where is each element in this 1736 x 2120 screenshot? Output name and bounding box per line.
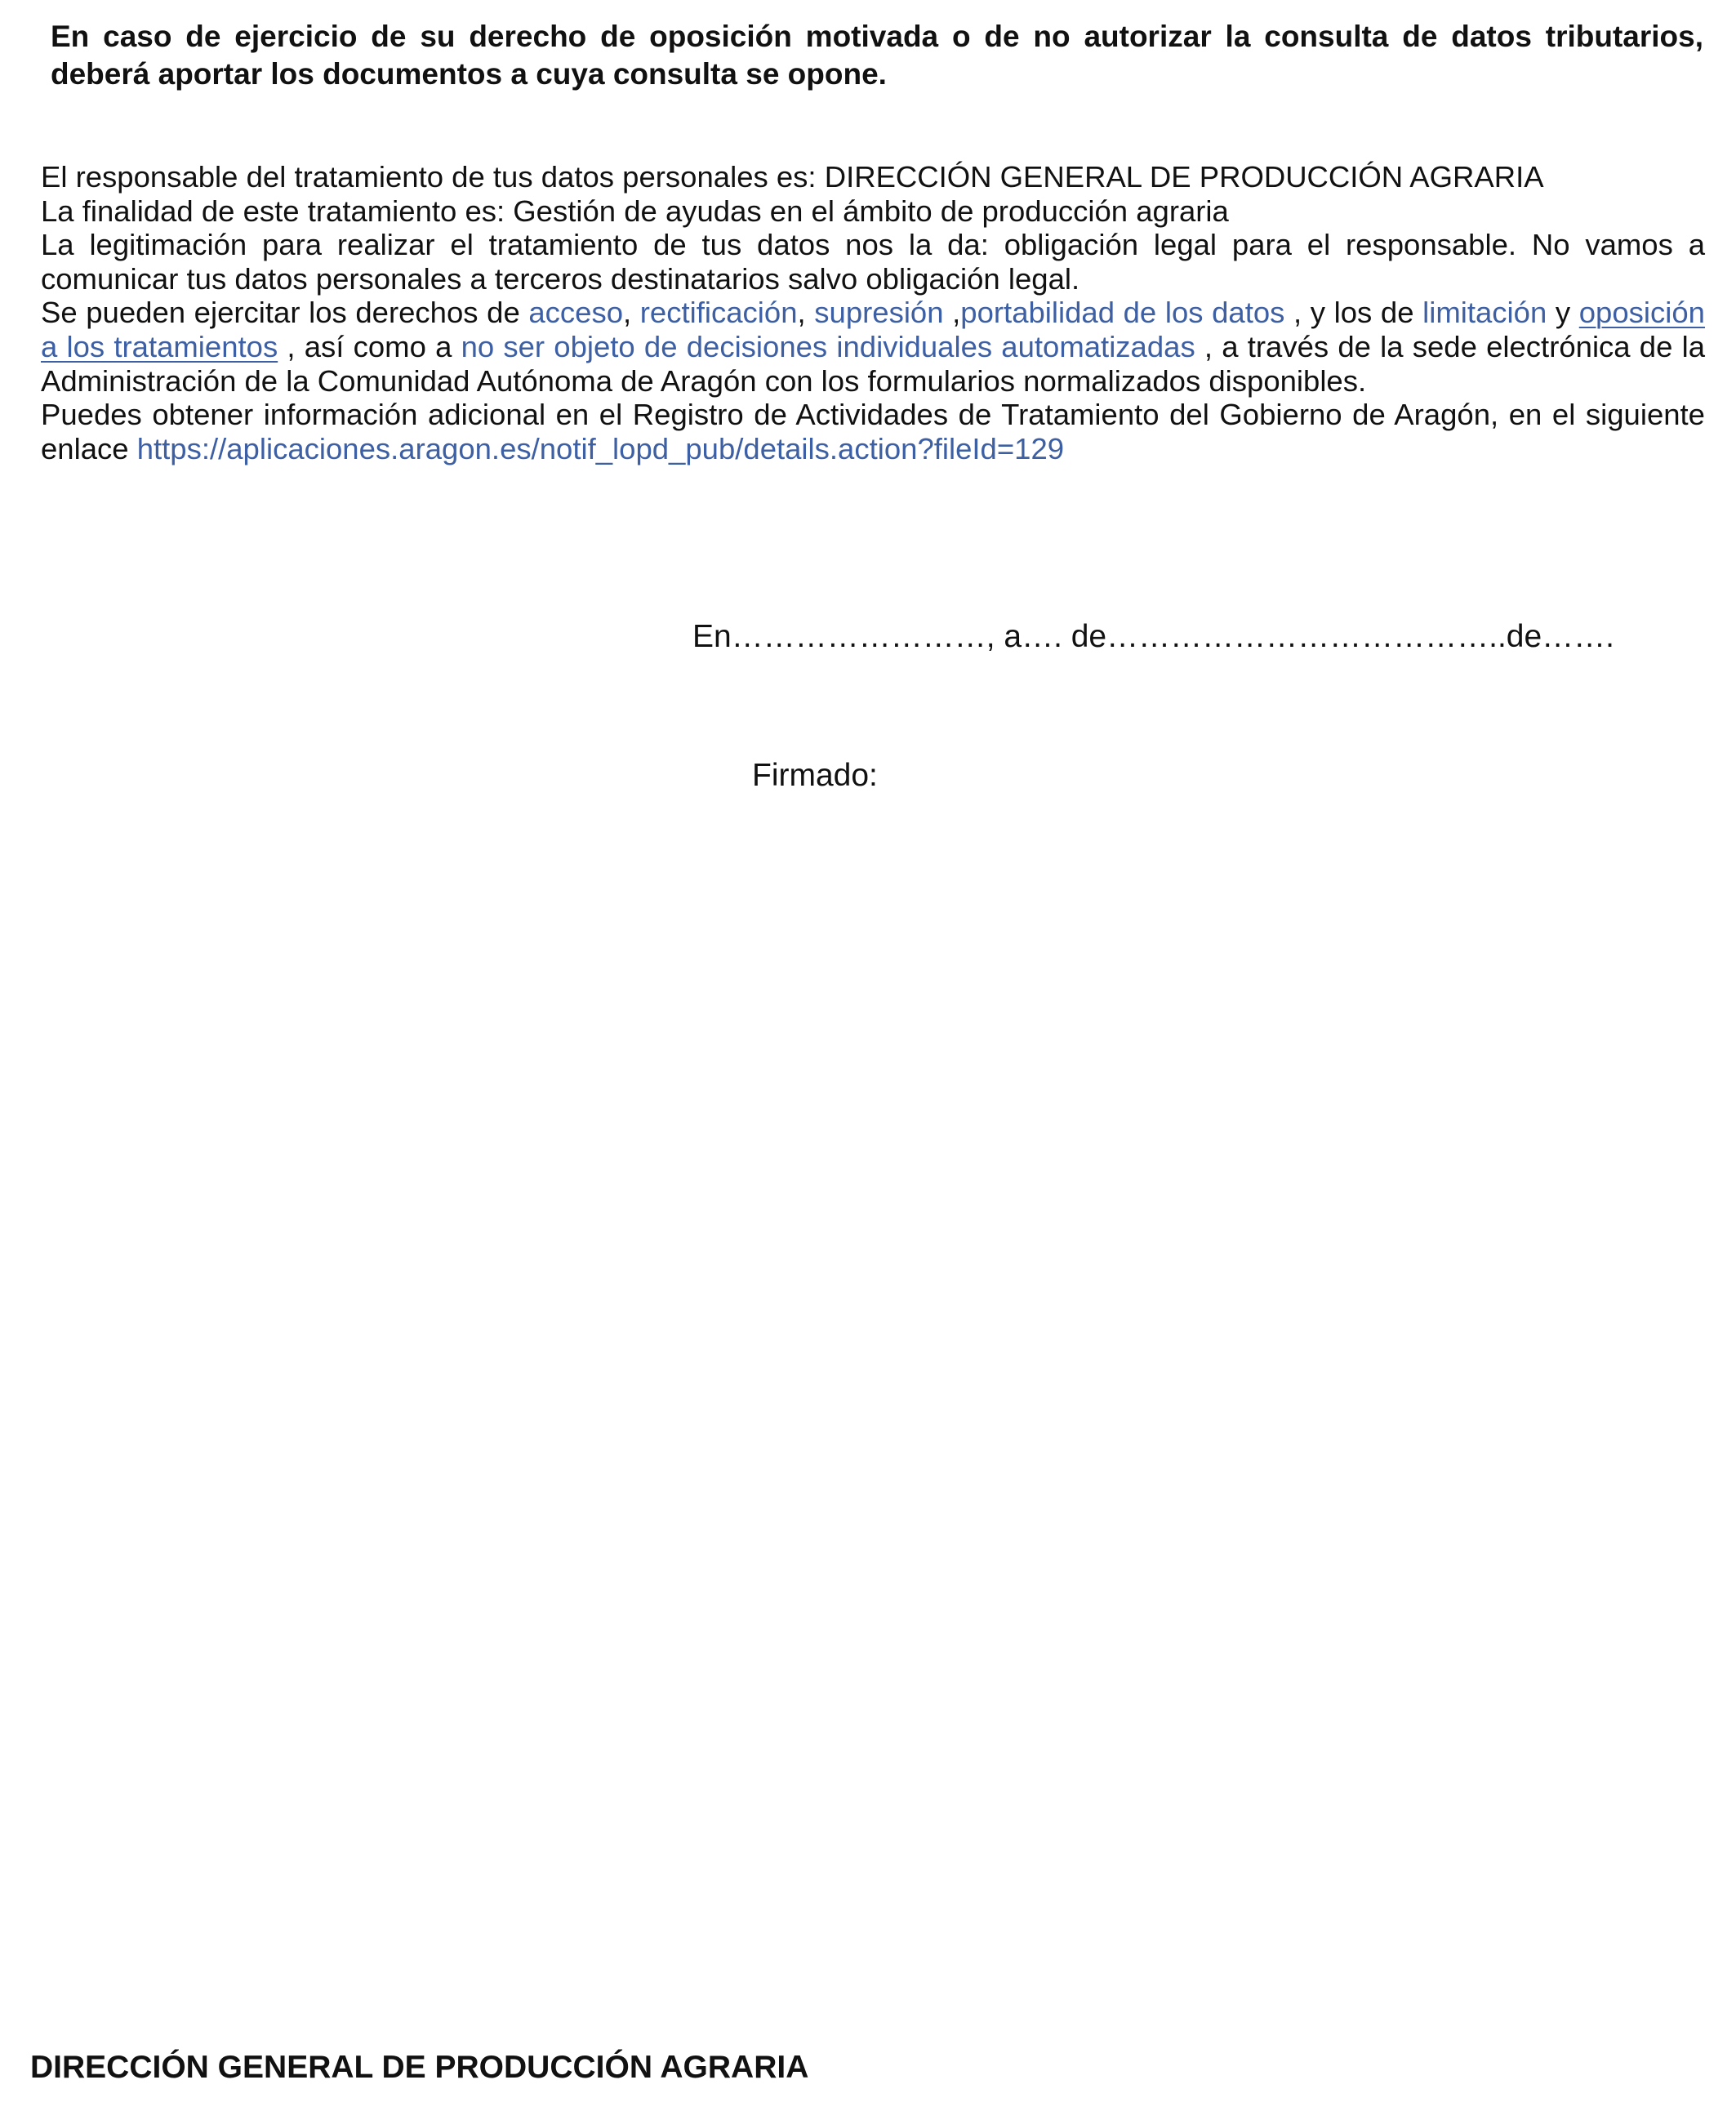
footer-department: DIRECCIÓN GENERAL DE PRODUCCIÓN AGRARIA (30, 2050, 809, 2085)
rights-tail: , a través de la sede electrónica de la Administración de la Comunidad Autónoma de Aragón con los formularios normalizados disponibles. (41, 329, 1706, 398)
opposition-link[interactable]: oposición a los tratamientos (41, 296, 1705, 363)
opposition-notice: En caso de ejercicio de su derecho de oposición motivada o de no autorizar la consulta de datos tributarios, deberá aportar los documentos a cuya consulta se opone. (51, 20, 1703, 91)
rights-separator: y (1547, 296, 1579, 330)
rights-separator: , (797, 296, 815, 330)
suppression-link[interactable]: supresión (814, 296, 944, 330)
access-link[interactable]: acceso (528, 296, 624, 330)
limitation-link[interactable]: limitación (1422, 296, 1547, 330)
purpose-line: La finalidad de este tratamiento es: Gestión de ayudas en el ámbito de producción agraria (41, 194, 1229, 228)
legitimation-line: La legitimación para realizar el tratamiento de tus datos nos la da: obligación legal para el responsable. No vamos a comunicar tus datos personales a terceros destinatarios salvo obligación legal. (41, 228, 1705, 296)
rights-separator: , así como a (278, 329, 461, 363)
more-info-text: Puedes obtener información adicional en el Registro de Actividades de Tratamiento del Gobierno de Aragón, en el siguiente enlace (41, 398, 1705, 465)
privacy-information (41, 160, 1705, 465)
portability-link[interactable]: portabilidad de los datos (960, 296, 1285, 330)
rectification-link[interactable]: rectificación (639, 296, 798, 330)
more-info-paragraph (41, 398, 1705, 465)
registry-url-link[interactable]: https://aplicaciones.aragon.es/notif_lopd_pub/details.action?fileId=129 (136, 431, 1065, 465)
automated-decisions-link[interactable]: no ser objeto de decisiones individuales automatizadas (461, 329, 1195, 363)
rights-separator: , (623, 296, 640, 330)
responsible-line: El responsable del tratamiento de tus datos personales es: DIRECCIÓN GENERAL DE PRODUCCIÓN AGRARIA (41, 160, 1544, 194)
rights-intro: Se pueden ejercitar los derechos de (41, 296, 529, 330)
signed-label: Firmado: (752, 758, 878, 793)
rights-separator: , y los de (1284, 296, 1423, 330)
place-date-line: En……………………, a…. de………………………………..de……. (692, 619, 1615, 654)
rights-separator: , (943, 296, 961, 330)
rights-paragraph (41, 296, 1705, 398)
